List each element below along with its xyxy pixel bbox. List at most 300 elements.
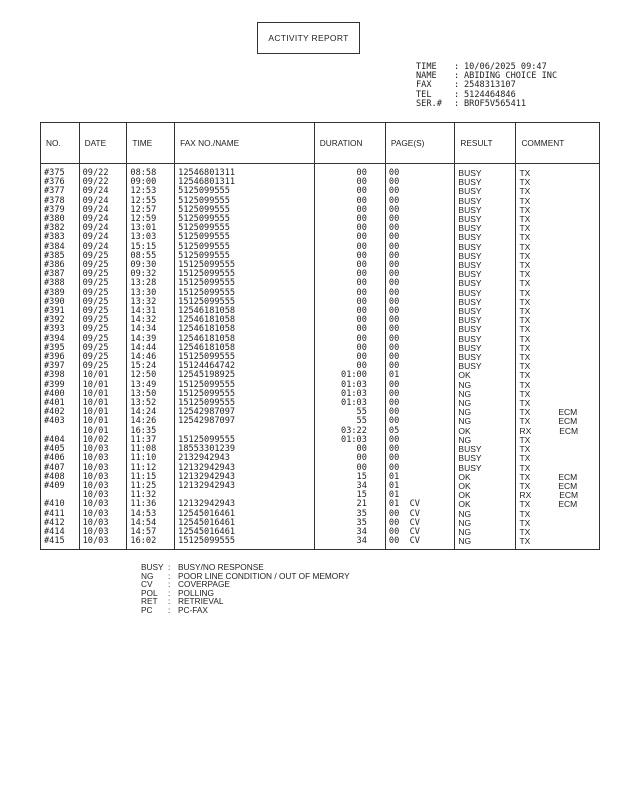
time: 11:12: [130, 462, 157, 473]
fax-number: 15125099555: [178, 287, 236, 298]
job-number: #398: [44, 370, 65, 381]
result: NG: [458, 508, 472, 519]
comment: TX: [519, 168, 531, 178]
time-cell: [127, 164, 175, 179]
result: BUSY: [458, 453, 482, 464]
time: 13:32: [130, 296, 157, 307]
time: 14:53: [130, 508, 157, 519]
date: 10/03: [82, 517, 109, 528]
table-row: [41, 261, 600, 270]
comment-cell: [516, 164, 600, 179]
info-value: 10/06/2025 09:47: [464, 62, 547, 72]
duration: 00: [356, 333, 367, 344]
info-label: FAX: [416, 80, 432, 91]
duration-cell: [314, 233, 385, 242]
time: 14:32: [130, 315, 157, 326]
legend-sep: :: [168, 562, 171, 572]
time: 12:55: [130, 195, 157, 206]
fax-number: 5125099555: [178, 241, 230, 252]
fax-number: 15125099555: [178, 352, 236, 363]
date: 10/03: [82, 526, 109, 537]
table-row: [41, 178, 600, 187]
duration-cell: [314, 289, 385, 298]
date: 10/01: [82, 388, 109, 399]
time: 09:30: [130, 260, 157, 271]
result: NG: [458, 388, 472, 399]
column-header: DATE: [79, 123, 127, 164]
comment: TX: [519, 416, 531, 427]
fax-number: 12546181058: [178, 333, 236, 344]
duration: 00: [356, 315, 367, 326]
time: 14:46: [130, 352, 157, 363]
job-number: #383: [44, 232, 65, 243]
legend-row: [141, 580, 350, 589]
ecm-flag: ECM: [558, 416, 578, 427]
result: BUSY: [458, 342, 482, 353]
job-number: #404: [44, 434, 65, 445]
job-number: #405: [44, 444, 65, 455]
job-number: #415: [44, 536, 65, 547]
time: 12:50: [130, 370, 157, 381]
ecm-flag: ECM: [558, 471, 578, 482]
date: 09/25: [82, 324, 109, 335]
comment: TX: [519, 434, 531, 445]
fax-number: 12132942943: [178, 480, 236, 491]
date: 09/25: [82, 306, 109, 317]
legend-row: [141, 572, 350, 581]
time: 15:24: [130, 361, 157, 372]
date: 09/25: [82, 333, 109, 344]
date: 09/25: [82, 352, 109, 363]
date: 10/03: [82, 462, 109, 473]
table-row: [41, 252, 600, 261]
fax-number: 12545198925: [178, 370, 236, 381]
duration: 01:03: [341, 379, 367, 390]
legend-row: [141, 606, 350, 615]
result: BUSY: [458, 361, 482, 372]
fax-number: 12545016461: [178, 508, 236, 519]
time: 08:58: [130, 168, 157, 178]
pages: 00 CV: [388, 536, 420, 547]
result: BUSY: [458, 223, 482, 234]
job-number: #409: [44, 480, 65, 491]
result: OK: [458, 480, 471, 491]
result: BUSY: [458, 278, 482, 289]
duration: 00: [356, 462, 367, 473]
time: 12:53: [130, 186, 157, 197]
fax-number: 5125099555: [178, 214, 230, 225]
fax-number: 2132942943: [178, 453, 230, 464]
comment: TX: [519, 214, 531, 225]
duration: 35: [356, 517, 367, 528]
job-number: #390: [44, 296, 65, 307]
duration: 15: [356, 490, 367, 501]
duration-cell: [314, 353, 385, 362]
fax-number: 12542987097: [178, 407, 236, 418]
table-row: [41, 307, 600, 316]
result: BUSY: [458, 287, 482, 298]
date: 10/02: [82, 434, 109, 445]
duration: 34: [356, 526, 367, 537]
time: 11:25: [130, 480, 157, 491]
pages: 00: [388, 204, 400, 215]
result: BUSY: [458, 204, 482, 215]
info-value: ABIDING CHOICE INC: [464, 71, 558, 82]
pages-cell: [385, 164, 455, 179]
duration-cell: [314, 482, 385, 491]
duration-cell: [314, 252, 385, 261]
column-header: COMMENT: [516, 123, 600, 164]
fax-number: 12542987097: [178, 416, 236, 427]
result: BUSY: [458, 462, 482, 473]
date: 09/25: [82, 287, 109, 298]
table-row: [41, 417, 600, 426]
fax-number: 12546181058: [178, 306, 236, 317]
time: 14:26: [130, 416, 157, 427]
result: NG: [458, 379, 472, 390]
date: 10/01: [82, 398, 109, 409]
pages: 00: [388, 260, 400, 271]
duration: 00: [356, 177, 367, 188]
duration-cell: [314, 500, 385, 509]
fax-number-cell: [175, 417, 315, 426]
duration-cell: [314, 224, 385, 233]
result: OK: [458, 499, 471, 510]
date: 09/24: [82, 195, 109, 206]
result: OK: [458, 471, 471, 482]
time: 13:30: [130, 287, 157, 298]
comment: TX: [519, 223, 531, 234]
date: 09/25: [82, 260, 109, 271]
time: 14:24: [130, 407, 157, 418]
job-number: #385: [44, 250, 65, 261]
fax-number: 5125099555: [178, 232, 230, 243]
pages: 01: [388, 490, 400, 501]
table-row: [41, 445, 600, 454]
duration-cell: [314, 325, 385, 334]
pages: 00: [388, 278, 400, 289]
pages-cell: [385, 537, 455, 550]
job-number-cell: [41, 417, 80, 426]
time: 11:36: [130, 499, 157, 510]
date: 09/25: [82, 342, 109, 353]
duration-cell: [314, 187, 385, 196]
table-row: [41, 325, 600, 334]
comment: TX: [519, 370, 531, 381]
fax-number: 15125099555: [178, 536, 236, 547]
time: 11:10: [130, 453, 157, 464]
ecm-flag: ECM: [559, 490, 579, 501]
time: 14:54: [130, 517, 157, 528]
comment: TX: [519, 536, 531, 547]
table-row: [41, 206, 600, 215]
time: 15:15: [130, 241, 157, 252]
comment: TX: [519, 388, 531, 399]
duration: 01:00: [341, 370, 367, 381]
time: 16:02: [130, 536, 157, 547]
duration: 00: [356, 195, 367, 206]
duration-cell: [314, 399, 385, 408]
date: 10/03: [82, 453, 109, 464]
duration: 00: [356, 223, 367, 234]
table-row: [41, 187, 600, 196]
pages: 00: [388, 269, 400, 280]
date: 09/25: [82, 361, 109, 372]
comment: TX: [519, 499, 531, 510]
duration-cell: [314, 316, 385, 325]
time: 09:32: [130, 269, 157, 280]
fax-number: 15125099555: [178, 434, 236, 445]
table-row: [41, 464, 600, 473]
job-number: #380: [44, 214, 65, 225]
table-row: [41, 454, 600, 463]
column-header: RESULT: [455, 123, 516, 164]
pages: 00: [388, 444, 400, 455]
info-label: NAME: [416, 71, 437, 82]
job-number: #379: [44, 204, 65, 215]
fax-number-cell: [175, 164, 315, 179]
legend-text: POLLING: [178, 587, 214, 598]
column-header: PAGE(S): [385, 123, 455, 164]
pages: 00 CV: [388, 517, 420, 528]
result: OK: [458, 490, 471, 501]
comment: RX: [519, 425, 532, 436]
pages: 01 CV: [388, 499, 420, 510]
table-row: [41, 243, 600, 252]
comment-cell: [516, 537, 600, 550]
comment: TX: [519, 250, 531, 261]
result: NG: [458, 526, 472, 537]
pages: 00: [388, 333, 400, 344]
duration-cell: [314, 261, 385, 270]
fax-number: 15125099555: [178, 269, 236, 280]
time: 16:35: [130, 425, 157, 436]
table-header: [41, 123, 600, 164]
duration: 00: [356, 287, 367, 298]
job-number: #389: [44, 287, 65, 298]
duration-cell: [314, 408, 385, 417]
time: 13:52: [130, 398, 157, 409]
report-title: [257, 22, 360, 54]
pages: 00: [388, 453, 400, 464]
job-number: #376: [44, 177, 65, 188]
result: BUSY: [458, 260, 482, 271]
table-row: [41, 289, 600, 298]
date: 10/03: [82, 471, 109, 482]
pages: 00 CV: [388, 526, 420, 537]
comment: TX: [519, 306, 531, 317]
result: OK: [458, 425, 471, 436]
duration: 35: [356, 508, 367, 519]
report-title-text: ACTIVITY REPORT: [268, 33, 349, 43]
job-number: #407: [44, 462, 65, 473]
comment: TX: [519, 195, 531, 206]
table-row: [41, 335, 600, 344]
result: BUSY: [458, 250, 482, 261]
table-row: [41, 500, 600, 509]
time: 14:44: [130, 342, 157, 353]
result: BUSY: [458, 168, 482, 178]
comment: TX: [519, 361, 531, 372]
fax-number: 5125099555: [178, 223, 230, 234]
legend-code: PC: [141, 604, 153, 615]
date: 09/24: [82, 186, 109, 197]
pages: 00: [388, 379, 400, 390]
pages: 00: [388, 296, 400, 307]
result: BUSY: [458, 177, 482, 188]
pages: 00: [388, 168, 400, 178]
legend-sep: :: [168, 587, 171, 598]
info-label: TIME: [416, 62, 437, 72]
comment: TX: [519, 260, 531, 271]
time: 13:28: [130, 278, 157, 289]
date: 10/03: [82, 536, 109, 547]
date: 09/25: [82, 269, 109, 280]
comment: TX: [519, 379, 531, 390]
pages: 00: [388, 342, 400, 353]
info-colon: :: [454, 89, 460, 100]
result: NG: [458, 434, 472, 445]
pages: 05: [388, 425, 400, 436]
table-row: [41, 298, 600, 307]
comment: TX: [519, 444, 531, 455]
time-cell: [127, 537, 175, 550]
comment: TX: [519, 278, 531, 289]
pages: 00: [388, 434, 400, 445]
table-row: [41, 164, 600, 179]
result: BUSY: [458, 232, 482, 243]
duration: 00: [356, 352, 367, 363]
info-value: 5124464846: [464, 89, 516, 100]
pages: 01: [388, 471, 400, 482]
info-value: BROF5V565411: [464, 98, 527, 109]
duration: 00: [356, 306, 367, 317]
column-header: TIME: [127, 123, 175, 164]
duration: 00: [356, 269, 367, 280]
duration-cell: [314, 344, 385, 353]
job-number: #410: [44, 499, 65, 510]
comment: TX: [519, 480, 531, 491]
table-row: [41, 528, 600, 537]
table-row: [41, 427, 600, 436]
result: NG: [458, 398, 472, 409]
result: OK: [458, 370, 471, 381]
time: 08:55: [130, 250, 157, 261]
sender-info: [416, 63, 557, 109]
pages: 00: [388, 195, 400, 206]
job-number: #408: [44, 471, 65, 482]
column-header: NO.: [41, 123, 80, 164]
legend-sep: :: [168, 570, 171, 581]
duration-cell: [314, 473, 385, 482]
result-cell: [455, 164, 516, 179]
result: BUSY: [458, 296, 482, 307]
comment: TX: [519, 398, 531, 409]
job-number: #402: [44, 407, 65, 418]
duration: 55: [356, 416, 367, 427]
time: 13:50: [130, 388, 157, 399]
fax-number: 12546801311: [178, 177, 236, 188]
fax-number: 12132942943: [178, 462, 236, 473]
pages: 00: [388, 352, 400, 363]
duration: 00: [356, 444, 367, 455]
table-row: [41, 279, 600, 288]
result: BUSY: [458, 444, 482, 455]
pages: 01: [388, 370, 400, 381]
fax-number: 15125099555: [178, 260, 236, 271]
job-number-cell: [41, 164, 80, 179]
duration: 00: [356, 186, 367, 197]
table-row: [41, 197, 600, 206]
pages: 00: [388, 315, 400, 326]
date: 09/25: [82, 315, 109, 326]
job-number-cell: [41, 537, 80, 550]
fax-number: 12546181058: [178, 342, 236, 353]
duration-cell: [314, 519, 385, 528]
column-header: FAX NO./NAME: [175, 123, 315, 164]
time: 13:01: [130, 223, 157, 234]
time: 11:37: [130, 434, 157, 445]
time: 12:59: [130, 214, 157, 225]
duration: 00: [356, 260, 367, 271]
fax-number: 18553301239: [178, 444, 236, 455]
duration-cell: [314, 197, 385, 206]
comment: TX: [519, 342, 531, 353]
pages: 00: [388, 214, 400, 225]
comment: TX: [519, 453, 531, 464]
legend-text: POOR LINE CONDITION / OUT OF MEMORY: [178, 570, 350, 581]
pages: 01: [388, 480, 400, 491]
duration: 34: [356, 480, 367, 491]
result: BUSY: [458, 214, 482, 225]
fax-number: 5125099555: [178, 204, 230, 215]
table-row: [41, 381, 600, 390]
fax-number: 15125099555: [178, 278, 236, 289]
comment: TX: [519, 232, 531, 243]
duration: 34: [356, 536, 367, 547]
table-row: [41, 353, 600, 362]
duration-cell: [314, 215, 385, 224]
fax-number: 15125099555: [178, 379, 236, 390]
table-row: [41, 408, 600, 417]
table-row: [41, 399, 600, 408]
table-row: [41, 362, 600, 371]
job-number: #387: [44, 269, 65, 280]
comment: TX: [519, 269, 531, 280]
duration-cell: [314, 528, 385, 537]
result: BUSY: [458, 241, 482, 252]
pages: 00: [388, 416, 400, 427]
fax-number: 12545016461: [178, 526, 236, 537]
duration-cell: [314, 279, 385, 288]
column-header: DURATION: [314, 123, 385, 164]
result: BUSY: [458, 333, 482, 344]
duration: 03:22: [341, 425, 367, 436]
time: 14:31: [130, 306, 157, 317]
job-number: #382: [44, 223, 65, 234]
duration: 00: [356, 204, 367, 215]
comment: TX: [519, 241, 531, 252]
info-colon: :: [454, 80, 460, 91]
job-number: #397: [44, 361, 65, 372]
legend-code: BUSY: [141, 562, 164, 572]
table-row: [41, 436, 600, 445]
result-cell: [455, 537, 516, 550]
fax-number: 15125099555: [178, 398, 236, 409]
comment: TX: [519, 352, 531, 363]
job-number: #375: [44, 168, 65, 178]
duration-cell: [314, 307, 385, 316]
